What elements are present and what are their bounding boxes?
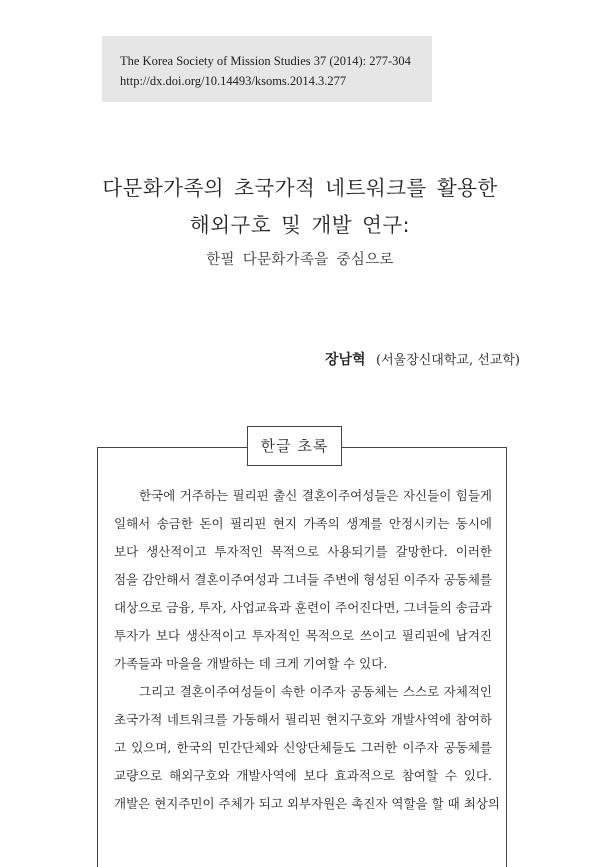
author-affiliation: (서울장신대학교, 선교학) — [376, 353, 520, 368]
abstract-line: 투자가 보다 생산적이고 투자적인 목적으로 쓰이고 필리핀에 남겨진 — [114, 628, 492, 643]
abstract-line: 초국가적 네트워크를 가동해서 필리핀 현지구호와 개발사역에 참여하 — [114, 712, 492, 727]
abstract-line: 그리고 결혼이주여성들이 속한 이주자 공동체는 스스로 자체적인 — [139, 684, 492, 699]
abstract-line: 교량으로 해외구호와 개발사역에 보다 효과적으로 참여할 수 있다. — [114, 768, 492, 783]
journal-citation: The Korea Society of Mission Studies 37 (2014): 277-304 — [120, 54, 411, 68]
paper-subtitle: 한필 다문화가족을 중심으로 — [206, 252, 394, 268]
citation-box — [102, 36, 432, 102]
abstract-line: 대상으로 금융, 투자, 사업교육과 훈련이 주어진다면, 그녀들의 송금과 — [114, 600, 492, 615]
abstract-line: 가족들과 마을을 개발하는 데 크게 기여할 수 있다. — [114, 656, 388, 671]
title-block — [0, 170, 600, 274]
abstract-body — [114, 482, 500, 818]
author-line — [325, 350, 520, 371]
abstract-line: 한국에 거주하는 필리핀 출신 결혼이주여성들은 자신들이 힘들게 — [139, 488, 492, 503]
abstract-line: 개발은 현지주민이 주체가 되고 외부자원은 촉진자 역할을 할 때 최상의 — [114, 796, 500, 811]
paper-title-line-1: 다문화가족의 초국가적 네트워크를 활용한 — [102, 176, 498, 200]
author-name: 장남혁 — [324, 352, 366, 368]
abstract-line: 고 있으며, 한국의 민간단체와 신앙단체들도 그러한 이주자 공동체를 — [114, 740, 492, 755]
doi-link[interactable]: http://dx.doi.org/10.14493/ksoms.2014.3.277 — [120, 74, 347, 88]
paper-title-line-2: 해외구호 및 개발 연구: — [189, 213, 411, 237]
abstract-line: 점을 감안해서 결혼이주여성과 그녀들 주변에 형성된 이주자 공동체를 — [114, 572, 492, 587]
abstract-label: 한글 초록 — [247, 426, 342, 466]
abstract-line: 일해서 송금한 돈이 필리핀 현지 가족의 생계를 안정시키는 동시에 — [114, 516, 492, 531]
abstract-line: 보다 생산적이고 투자적인 목적으로 사용되기를 갈망한다. 이러한 — [114, 544, 492, 559]
